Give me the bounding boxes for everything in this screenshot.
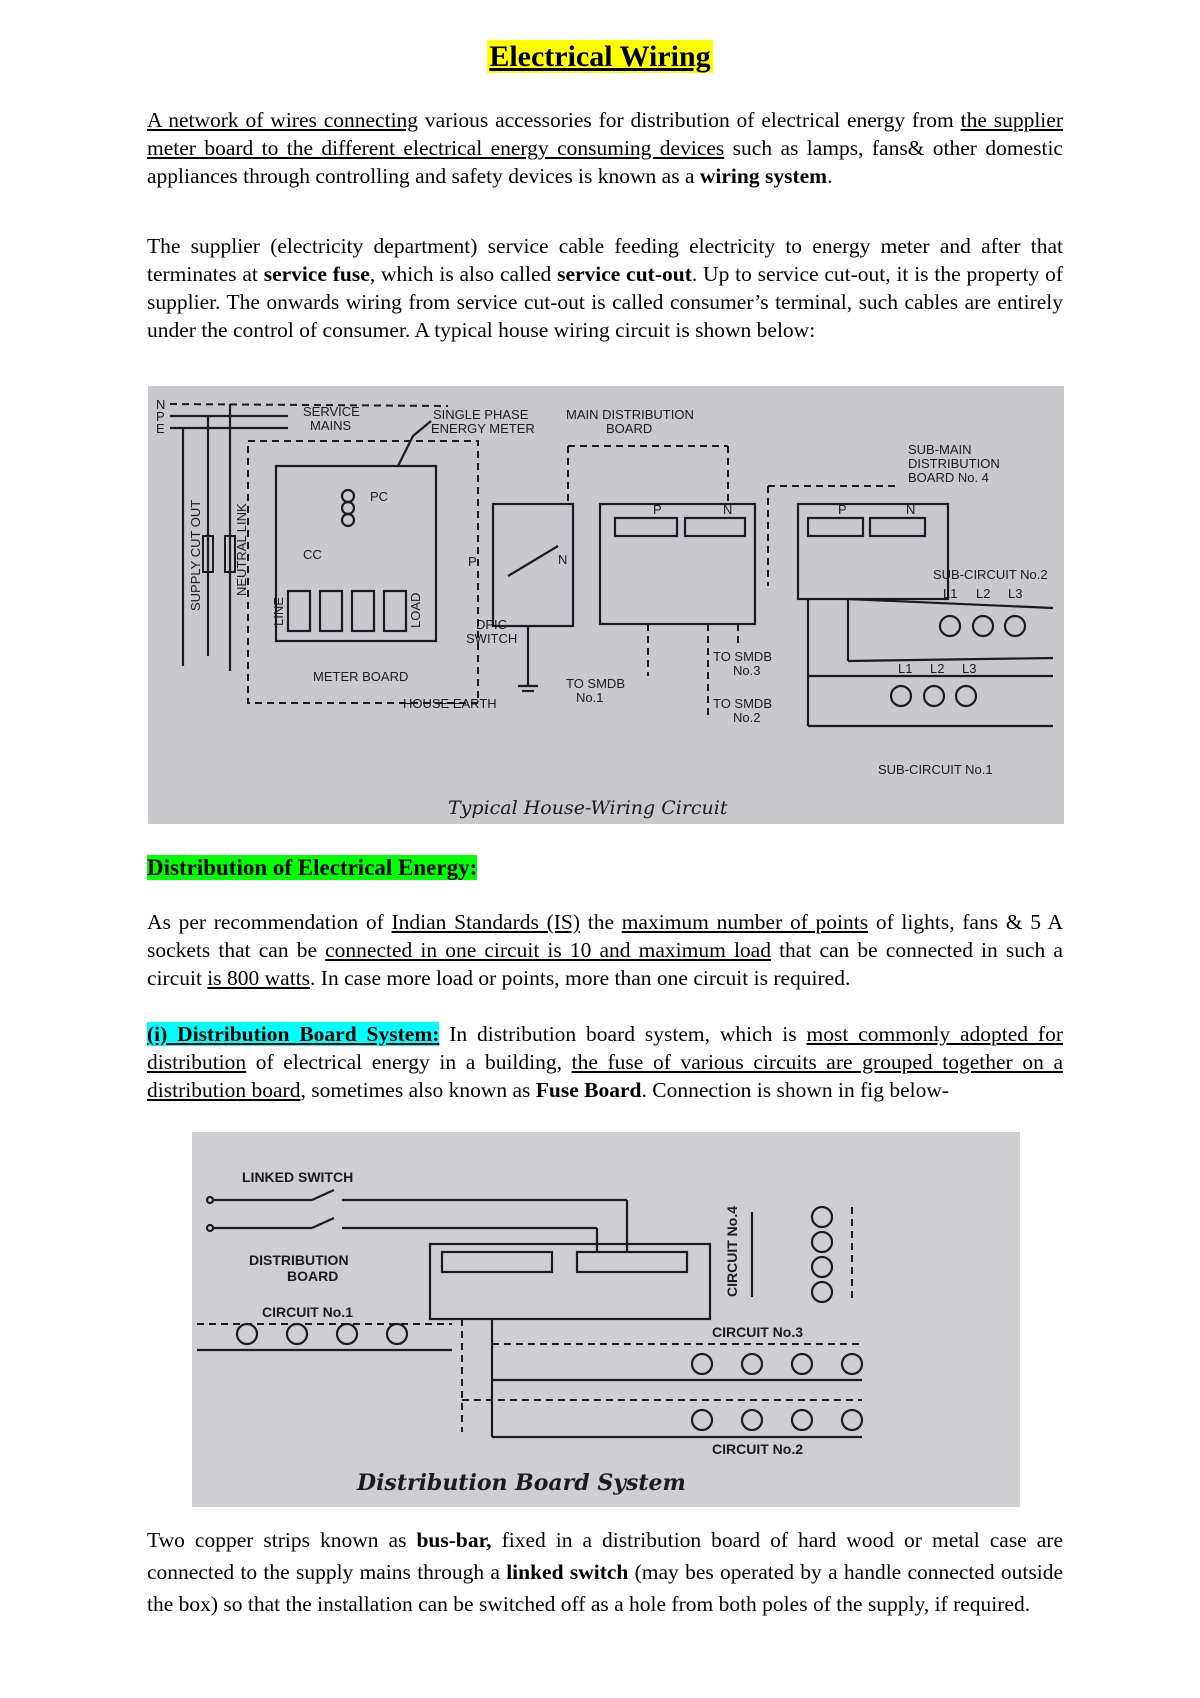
db-text-3: , sometimes also known as bbox=[300, 1078, 536, 1102]
db-system-paragraph bbox=[147, 1020, 1063, 1104]
intro-underline-1: A network of wires connecting bbox=[147, 108, 419, 132]
busbar-bold-linked-switch: linked switch bbox=[506, 1560, 629, 1584]
supplier-bold-service-fuse: service fuse bbox=[263, 262, 370, 286]
house-wiring-figure bbox=[148, 386, 1064, 824]
supplier-text-2: , which is also called bbox=[369, 262, 558, 286]
intro-text-3: . bbox=[827, 164, 833, 188]
label-to-smdb-2: TO SMDB bbox=[713, 696, 772, 711]
label-l3-a: L3 bbox=[1008, 586, 1023, 601]
house-wiring-diagram bbox=[148, 386, 1064, 824]
distribution-heading-line bbox=[147, 854, 1063, 882]
intro-text-2: such as lamps, fans& other domestic appliances through controlling and safety devices is known as a bbox=[147, 136, 1063, 188]
label-line: LINE bbox=[271, 597, 286, 626]
db-bold-fuse-board: Fuse Board bbox=[535, 1078, 642, 1102]
dist-underline-1: Indian Standards (IS) bbox=[391, 910, 581, 934]
label-circuit-4: CIRCUIT No.4 bbox=[724, 1206, 740, 1297]
label-dpic: DPIC bbox=[476, 617, 508, 632]
figure1-caption: Typical House-Wiring Circuit bbox=[448, 797, 728, 819]
label-smdb-n: N bbox=[906, 502, 916, 517]
label-switch-p: P bbox=[468, 554, 477, 569]
db-underline-1: most commonly adopted for distribution bbox=[147, 1022, 1063, 1074]
supplier-text-3: . Up to service cut-out, it is the property of supplier. The onwards wiring from service cut-out is called consumer’s terminal, such cables are entirely under the control of consumer. A typical house wiring circuit is shown below: bbox=[147, 262, 1063, 342]
label-mdb-n: N bbox=[723, 502, 733, 517]
supplier-text-1: The supplier (electricity department) service cable feeding electricity to energy meter and after that terminates at bbox=[147, 234, 1063, 286]
db-system-heading: (i) Distribution Board System: bbox=[147, 1022, 440, 1046]
label-switch: SWITCH bbox=[466, 631, 518, 646]
distribution-board-figure bbox=[192, 1132, 1020, 1507]
label-l1-a: L1 bbox=[943, 586, 958, 601]
distribution-heading: Distribution of Electrical Energy: bbox=[147, 855, 478, 880]
label-circuit-3: CIRCUIT No.3 bbox=[712, 1324, 803, 1340]
label-sub-circuit-1: SUB-CIRCUIT No.1 bbox=[878, 762, 993, 777]
intro-text-1: various accessories for distribution of electrical energy from bbox=[418, 108, 961, 132]
intro-paragraph bbox=[147, 106, 1063, 190]
label-sub-main: SUB-MAIN bbox=[908, 442, 972, 457]
dist-underline-4: is 800 watts bbox=[207, 966, 311, 990]
page-title: Electrical Wiring bbox=[489, 40, 711, 73]
label-neutral-link: NEUTRAL LINK bbox=[234, 503, 249, 596]
label-sub-circuit-2: SUB-CIRCUIT No.2 bbox=[933, 567, 1048, 582]
label-house-earth: HOUSE EARTH bbox=[403, 696, 497, 711]
label-pc: PC bbox=[370, 489, 389, 504]
label-cc: CC bbox=[303, 547, 322, 562]
busbar-bold-bus-bar: bus-bar, bbox=[416, 1528, 492, 1552]
dist-underline-3: connected in one circuit is 10 and maximum load bbox=[325, 938, 771, 962]
dist-underline-2: maximum number of points bbox=[621, 910, 869, 934]
label-to-smdb-3: TO SMDB bbox=[713, 649, 772, 664]
dist-text-3: of lights, fans & 5 A sockets that can be bbox=[147, 910, 1063, 962]
label-smdb-p: P bbox=[838, 502, 847, 517]
label-single-phase: SINGLE PHASE bbox=[433, 407, 529, 422]
dist-text-2: the bbox=[580, 910, 622, 934]
busbar-text-1: Two copper strips known as bbox=[147, 1528, 417, 1552]
intro-bold-wiring-system: wiring system bbox=[699, 164, 828, 188]
label-l3-b: L3 bbox=[962, 661, 977, 676]
label-main-db: MAIN DISTRIBUTION bbox=[566, 407, 694, 422]
label-no-3: No.3 bbox=[733, 663, 761, 678]
intro-underline-2: the supplier meter board to the different electrical energy consuming devices bbox=[147, 108, 1063, 160]
distribution-paragraph bbox=[147, 908, 1063, 992]
label-e: E bbox=[156, 421, 165, 436]
distribution-board-diagram bbox=[192, 1132, 1020, 1507]
label-main-db-board: BOARD bbox=[606, 421, 653, 436]
dist-text-1: As per recommendation of bbox=[147, 910, 392, 934]
label-l2-b: L2 bbox=[930, 661, 945, 676]
label-no-2: No.2 bbox=[733, 710, 761, 725]
busbar-paragraph bbox=[147, 1524, 1063, 1620]
label-l1-b: L1 bbox=[898, 661, 913, 676]
label-service: SERVICE bbox=[303, 404, 360, 419]
label-mdb-p: P bbox=[653, 502, 662, 517]
label-supply-cutout: SUPPLY CUT OUT bbox=[188, 499, 203, 611]
db-underline-2: the fuse of various circuits are grouped together on a distribution board bbox=[147, 1050, 1063, 1102]
label-sub-main-2: DISTRIBUTION bbox=[908, 456, 1000, 471]
title-wrap bbox=[0, 40, 1200, 74]
db-text-2: of electrical energy in a building, bbox=[246, 1050, 572, 1074]
label-sub-main-3: BOARD No. 4 bbox=[908, 470, 989, 485]
label-linked-switch: LINKED SWITCH bbox=[242, 1169, 354, 1185]
figure2-caption: Distribution Board System bbox=[357, 1470, 686, 1496]
label-distribution: DISTRIBUTION bbox=[249, 1252, 349, 1268]
label-n: N bbox=[156, 397, 166, 412]
supplier-bold-service-cutout: service cut-out bbox=[557, 262, 692, 286]
label-p: P bbox=[156, 409, 165, 424]
label-circuit-1: CIRCUIT No.1 bbox=[262, 1304, 353, 1320]
label-circuit-2: CIRCUIT No.2 bbox=[712, 1441, 803, 1457]
busbar-text-3: (may bes operated by a handle connected outside the box) so that the installation can be switched off as a hole from both poles of the supply, if required. bbox=[147, 1560, 1064, 1616]
label-to-smdb-1: TO SMDB bbox=[566, 676, 625, 691]
label-energy-meter: ENERGY METER bbox=[431, 421, 535, 436]
label-meter-board: METER BOARD bbox=[313, 669, 409, 684]
label-l2-a: L2 bbox=[976, 586, 991, 601]
label-no-1: No.1 bbox=[576, 690, 604, 705]
dist-text-4: that can be connected in such a circuit bbox=[147, 938, 1063, 990]
label-switch-n: N bbox=[558, 552, 568, 567]
db-text-4: . Connection is shown in fig below- bbox=[641, 1078, 950, 1102]
busbar-text-2: fixed in a distribution board of hard wood or metal case are connected to the supply mains through a bbox=[147, 1528, 1063, 1584]
label-board: BOARD bbox=[287, 1268, 339, 1284]
dist-text-5: . In case more load or points, more than one circuit is required. bbox=[310, 966, 851, 990]
db-text-1: In distribution board system, which is bbox=[439, 1022, 807, 1046]
label-mains: MAINS bbox=[310, 418, 352, 433]
label-load: LOAD bbox=[408, 592, 423, 628]
supplier-paragraph bbox=[147, 232, 1063, 344]
